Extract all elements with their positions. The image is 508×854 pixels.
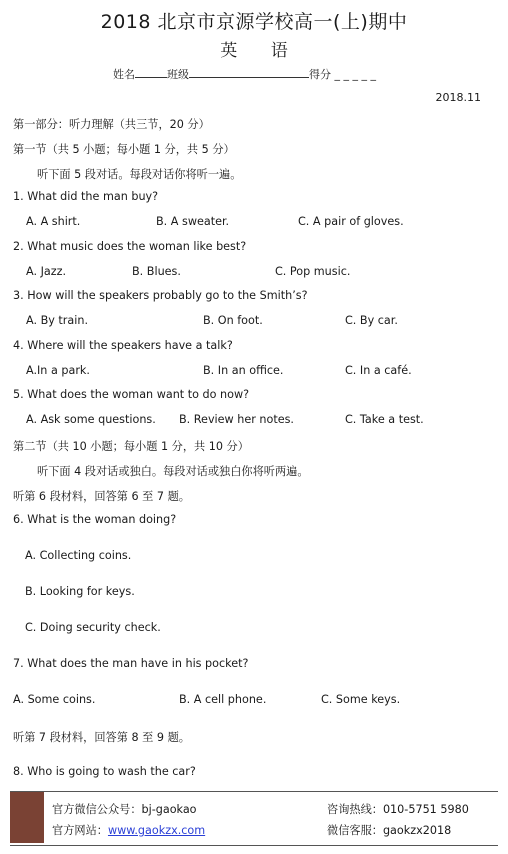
question-line: 8. Who is going to wash the car? — [13, 765, 196, 778]
question-line: 3. How will the speakers probably go to the Smith’s? — [13, 289, 308, 302]
question-line: 4. Where will the speakers have a talk? — [13, 339, 233, 352]
answer-option: A. Jazz. — [26, 265, 67, 278]
answer-option: B. In an office. — [203, 364, 284, 377]
answer-option: C. A pair of gloves. — [298, 215, 404, 228]
answer-option: C. In a café. — [345, 364, 412, 377]
question-line: 听下面 4 段对话或独白。每段对话或独白你将听两遍。 — [37, 465, 309, 478]
answer-option: C. Take a test. — [345, 413, 424, 426]
answer-option: A. Ask some questions. — [26, 413, 156, 426]
footer-hotline: 咨询热线：010-5751 5980 — [327, 803, 469, 816]
footer-wechat-public: 官方微信公众号：bj-gaokao — [52, 803, 197, 816]
class-label: 班级 — [167, 68, 189, 81]
question-line: 1. What did the man buy? — [13, 190, 159, 203]
answer-option: A. Some coins. — [13, 693, 96, 706]
answer-option: A.In a park. — [26, 364, 90, 377]
answer-option: C. By car. — [345, 314, 398, 327]
score-blank[interactable]: _ _ _ _ _ — [334, 68, 376, 81]
answer-option: B. Looking for keys. — [25, 585, 135, 598]
score-label: 得分 — [309, 68, 331, 81]
answer-option: B. On foot. — [203, 314, 263, 327]
answer-option: C. Pop music. — [275, 265, 351, 278]
subject-title — [0, 36, 508, 61]
name-blank[interactable] — [135, 67, 167, 78]
question-line: 第二节（共 10 小题；每小题 1 分，共 10 分） — [13, 440, 249, 453]
question-line: 6. What is the woman doing? — [13, 513, 177, 526]
question-line: 听第 7 段材料，回答第 8 至 9 题。 — [13, 731, 190, 744]
question-line: 听第 6 段材料，回答第 6 至 7 题。 — [13, 490, 190, 503]
name-label: 姓名 — [113, 68, 135, 81]
answer-option: B. Blues. — [132, 265, 181, 278]
question-line: 2. What music does the woman like best? — [13, 240, 247, 253]
answer-option: B. A sweater. — [156, 215, 230, 228]
footer-website-label: 官方网站： — [52, 824, 108, 837]
question-line: 第一部分：听力理解（共三节，20 分） — [13, 118, 210, 131]
answer-option: A. By train. — [26, 314, 89, 327]
answer-option: B. A cell phone. — [179, 693, 267, 706]
student-info-line — [113, 66, 376, 82]
exam-title: 2018 北京市京源学校高一(上)期中 — [100, 11, 408, 33]
question-line: 7. What does the man have in his pocket? — [13, 657, 249, 670]
footer-color-block — [10, 792, 44, 843]
footer-website-link[interactable]: www.gaokzx.com — [107, 824, 206, 837]
answer-option: A. Collecting coins. — [25, 549, 132, 562]
class-blank[interactable] — [189, 67, 309, 78]
subject-char-2: 语 — [270, 41, 288, 61]
subject-char-1: 英 — [220, 41, 238, 61]
answer-option: C. Doing security check. — [25, 621, 161, 634]
footer-website — [52, 822, 205, 838]
answer-option: B. Review her notes. — [179, 413, 294, 426]
answer-option: A. A shirt. — [26, 215, 81, 228]
answer-option: C. Some keys. — [321, 693, 401, 706]
question-line: 第一节（共 5 小题；每小题 1 分，共 5 分） — [13, 143, 235, 156]
question-line: 5. What does the woman want to do now? — [13, 388, 250, 401]
question-line: 听下面 5 段对话。每段对话你将听一遍。 — [37, 168, 242, 181]
exam-date: 2018.11 — [435, 91, 481, 104]
footer-wechat-service: 微信客服：gaokzx2018 — [327, 824, 452, 837]
